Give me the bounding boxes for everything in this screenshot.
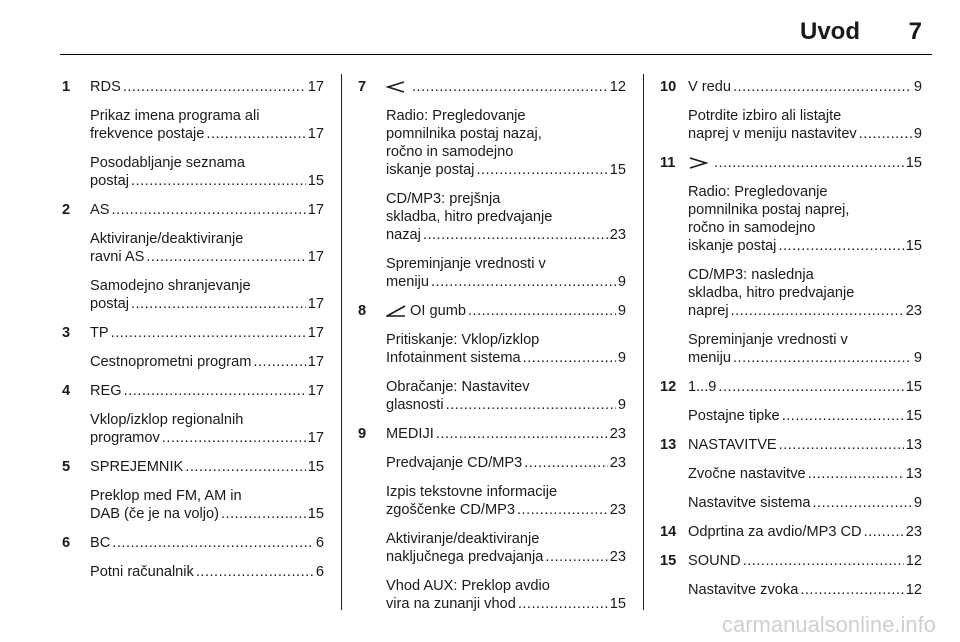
page-ref[interactable]: 9 <box>617 397 626 413</box>
entry-text: Aktiviranje/deaktiviranje <box>90 231 244 247</box>
page-ref[interactable]: 12 <box>905 582 922 598</box>
entry-text: RDS <box>90 79 121 95</box>
entry-line <box>386 302 626 320</box>
entry-text: pomnilnika postaj nazaj, <box>386 126 542 142</box>
index-entry <box>62 107 324 143</box>
entry-line <box>688 378 922 396</box>
index-entry <box>358 331 626 367</box>
page-ref[interactable]: 15 <box>307 506 324 522</box>
dot-leader <box>412 78 608 96</box>
entry-number: 13 <box>660 437 677 453</box>
index-entry <box>62 154 324 190</box>
index-entry <box>660 465 922 483</box>
entry-number: 2 <box>62 202 71 218</box>
entry-number: 9 <box>358 426 367 442</box>
dot-leader <box>446 396 616 414</box>
entry-line <box>90 563 324 581</box>
entry-text: Vklop/izklop regionalnih <box>90 412 244 428</box>
entry-label <box>688 407 780 425</box>
dot-leader <box>518 595 608 613</box>
entry-label <box>688 494 810 512</box>
entry-line <box>688 465 922 483</box>
page-ref[interactable]: 15 <box>609 162 626 178</box>
entry-label <box>386 548 543 566</box>
column-1 <box>62 78 324 592</box>
entry-label <box>90 505 219 523</box>
entry-number: 5 <box>62 459 71 475</box>
entry-line <box>90 248 324 266</box>
column-2 <box>358 78 626 624</box>
column-divider <box>341 74 342 610</box>
dot-leader <box>731 302 904 320</box>
entry-line <box>688 154 922 172</box>
entry-label <box>688 523 862 541</box>
entry-text: naprej <box>688 303 729 319</box>
entry-line <box>90 429 324 447</box>
entry-label <box>688 78 731 96</box>
entry-label <box>688 436 777 454</box>
page-ref[interactable]: 23 <box>609 455 626 471</box>
dot-leader <box>196 563 314 581</box>
dot-leader <box>111 201 305 219</box>
entry-text: Potrdite izbiro ali listajte <box>688 108 842 124</box>
index-entry <box>358 425 626 443</box>
dot-leader <box>778 237 903 255</box>
entry-text: Zvočne nastavitve <box>688 466 806 482</box>
dot-leader <box>714 154 904 172</box>
page-ref[interactable]: 15 <box>905 238 922 254</box>
entry-text: Preklop med FM, AM in <box>90 488 242 504</box>
entry-number: 1 <box>62 79 71 95</box>
index-entry <box>358 255 626 291</box>
dot-leader <box>476 161 607 179</box>
entry-label <box>386 454 522 472</box>
index-entry <box>358 454 626 472</box>
entry-line <box>90 125 324 143</box>
entry-text: Spreminjanje vrednosti v <box>386 256 546 272</box>
entry-text: OI gumb <box>410 303 466 319</box>
dot-leader <box>146 248 305 266</box>
index-entry <box>358 190 626 244</box>
dot-leader <box>800 581 903 599</box>
index-entry <box>62 324 324 342</box>
entry-text: Cestnoprometni program <box>90 354 252 370</box>
index-entry <box>62 382 324 400</box>
entry-label <box>90 458 183 476</box>
entry-line <box>90 353 324 371</box>
entry-label <box>90 382 122 400</box>
entry-line <box>90 505 324 523</box>
index-entry <box>660 523 922 541</box>
page-ref[interactable]: 13 <box>905 466 922 482</box>
page-ref[interactable]: 12 <box>609 79 626 95</box>
entry-text: glasnosti <box>386 397 444 413</box>
index-entry <box>660 436 922 454</box>
entry-line <box>90 324 324 342</box>
entry-line <box>688 78 922 96</box>
page-ref[interactable]: 15 <box>905 379 922 395</box>
entry-label <box>386 396 444 414</box>
entry-number: 8 <box>358 303 367 319</box>
entry-text: Radio: Pregledovanje <box>386 108 526 124</box>
page-ref[interactable]: 15 <box>905 408 922 424</box>
entry-label <box>90 324 109 342</box>
dot-leader <box>423 226 608 244</box>
entry-line <box>386 425 626 443</box>
entry-text: SOUND <box>688 553 741 569</box>
dot-leader <box>111 324 306 342</box>
entry-label <box>688 237 776 255</box>
entry-number: 15 <box>660 553 677 569</box>
entry-number: 14 <box>660 524 677 540</box>
dot-leader <box>468 302 616 320</box>
entry-text: Pritiskanje: Vklop/izklop <box>386 332 540 348</box>
page-ref[interactable]: 9 <box>913 126 922 142</box>
page-ref[interactable]: 17 <box>307 202 324 218</box>
dot-leader <box>517 501 608 519</box>
entry-line <box>386 454 626 472</box>
index-entry <box>62 78 324 96</box>
entry-line <box>386 226 626 244</box>
entry-label <box>688 581 798 599</box>
entry-text: TP <box>90 325 109 341</box>
index-entry <box>62 411 324 447</box>
entry-line <box>90 201 324 219</box>
entry-text: ročno in samodejno <box>386 144 514 160</box>
page-ref[interactable]: 17 <box>307 79 324 95</box>
page-ref[interactable]: 17 <box>307 430 324 446</box>
next-icon <box>688 155 712 171</box>
entry-number: 4 <box>62 383 71 399</box>
entry-number: 12 <box>660 379 677 395</box>
entry-line <box>688 581 922 599</box>
dot-leader <box>545 548 607 566</box>
dot-leader <box>864 523 904 541</box>
page-ref[interactable]: 9 <box>617 274 626 290</box>
index-entry <box>62 353 324 371</box>
entry-line <box>386 396 626 414</box>
entry-label <box>386 349 521 367</box>
dot-leader <box>779 436 904 454</box>
entry-number: 7 <box>358 79 367 95</box>
page-ref[interactable]: 23 <box>609 549 626 565</box>
index-entry <box>358 530 626 566</box>
entry-line <box>688 237 922 255</box>
entry-text: postaj <box>90 296 129 312</box>
entry-label <box>90 563 194 581</box>
index-entry <box>660 494 922 512</box>
entry-number: 10 <box>660 79 677 95</box>
page-ref[interactable]: 23 <box>609 502 626 518</box>
entry-text: CD/MP3: prejšnja <box>386 191 501 207</box>
index-entry <box>660 331 922 367</box>
entry-label <box>90 534 110 552</box>
volume-icon <box>386 303 410 319</box>
dot-leader <box>123 78 306 96</box>
entry-text: frekvence postaje <box>90 126 205 142</box>
index-entry <box>358 78 626 96</box>
entry-line <box>90 534 324 552</box>
entry-line <box>386 595 626 613</box>
page-ref[interactable]: 13 <box>905 437 922 453</box>
entry-label <box>688 125 857 143</box>
entry-line <box>386 161 626 179</box>
index-entry <box>358 107 626 179</box>
page-title: Uvod <box>800 18 860 45</box>
page-ref[interactable]: 15 <box>307 173 324 189</box>
entry-line <box>90 458 324 476</box>
entry-text: programov <box>90 430 160 446</box>
column-divider <box>643 74 644 610</box>
entry-line <box>386 501 626 519</box>
index-entry <box>660 552 922 570</box>
dot-leader <box>221 505 306 523</box>
entry-line <box>90 295 324 313</box>
entry-label <box>688 302 729 320</box>
entry-label <box>90 353 251 371</box>
dot-leader <box>808 465 904 483</box>
page-ref[interactable]: 6 <box>315 535 324 551</box>
entry-text: CD/MP3: naslednja <box>688 267 814 283</box>
page-ref[interactable]: 23 <box>905 303 922 319</box>
page-ref[interactable]: 23 <box>609 227 626 243</box>
entry-line <box>688 436 922 454</box>
dot-leader <box>162 429 306 447</box>
entry-text: nazaj <box>386 227 421 243</box>
index-entry <box>660 407 922 425</box>
entry-text: Samodejno shranjevanje <box>90 278 251 294</box>
page-ref[interactable]: 9 <box>617 303 626 319</box>
entry-text: iskanje postaj <box>386 162 475 178</box>
entry-text: zgoščenke CD/MP3 <box>386 502 515 518</box>
entry-line <box>688 302 922 320</box>
entry-text: Izpis tekstovne informacije <box>386 484 558 500</box>
entry-text: iskanje postaj <box>688 238 777 254</box>
entry-text: 1...9 <box>688 379 717 395</box>
dot-leader <box>131 172 306 190</box>
dot-leader <box>112 534 314 552</box>
entry-text: Posodabljanje seznama <box>90 155 245 171</box>
entry-text: ravni AS <box>90 249 145 265</box>
entry-text: pomnilnika postaj naprej, <box>688 202 850 218</box>
entry-label <box>688 154 712 172</box>
page-ref[interactable]: 9 <box>913 350 922 366</box>
entry-line <box>688 523 922 541</box>
dot-leader <box>812 494 911 512</box>
entry-label <box>90 201 109 219</box>
dot-leader <box>524 454 607 472</box>
watermark: carmanualsonline.info <box>721 612 936 637</box>
entry-label <box>688 349 731 367</box>
page-ref[interactable]: 9 <box>617 350 626 366</box>
index-entry <box>358 302 626 320</box>
entry-line <box>90 382 324 400</box>
entry-text: Potni računalnik <box>90 564 194 580</box>
index-entry <box>62 458 324 476</box>
index-entry <box>62 534 324 552</box>
entry-number: 11 <box>660 155 676 171</box>
entry-text: Vhod AUX: Preklop avdio <box>386 578 550 594</box>
entry-text: skladba, hitro predvajanje <box>688 285 855 301</box>
index-entry <box>660 378 922 396</box>
index-entry <box>62 277 324 313</box>
dot-leader <box>743 552 904 570</box>
entry-text: Nastavitve sistema <box>688 495 811 511</box>
entry-label <box>90 248 144 266</box>
entry-label <box>386 78 410 96</box>
dot-leader <box>859 125 912 143</box>
entry-label <box>90 429 160 447</box>
entry-line <box>688 125 922 143</box>
index-entry <box>358 378 626 414</box>
column-3 <box>660 78 922 610</box>
index-entry <box>660 183 922 255</box>
index-entry <box>62 487 324 523</box>
page-ref[interactable]: 17 <box>307 126 324 142</box>
page-ref[interactable]: 15 <box>905 155 922 171</box>
entry-text: Postajne tipke <box>688 408 780 424</box>
entry-label <box>386 226 421 244</box>
page-ref[interactable]: 9 <box>913 495 922 511</box>
entry-label <box>386 273 429 291</box>
entry-label <box>386 501 515 519</box>
entry-line <box>386 548 626 566</box>
entry-line <box>688 407 922 425</box>
entry-line <box>90 78 324 96</box>
entry-label <box>386 302 466 320</box>
entry-text: meniju <box>688 350 731 366</box>
entry-text: Predvajanje CD/MP3 <box>386 455 523 471</box>
page-ref[interactable]: 12 <box>905 553 922 569</box>
entry-text: postaj <box>90 173 129 189</box>
entry-line <box>386 349 626 367</box>
entry-text: Nastavitve zvoka <box>688 582 799 598</box>
entry-text: V redu <box>688 79 731 95</box>
page-ref[interactable]: 17 <box>307 249 324 265</box>
page-ref[interactable]: 15 <box>609 596 626 612</box>
page-ref[interactable]: 17 <box>307 354 324 370</box>
entry-text: Aktiviranje/deaktiviranje <box>386 531 540 547</box>
prev-icon <box>386 79 410 95</box>
dot-leader <box>718 378 903 396</box>
entry-text: BC <box>90 535 111 551</box>
entry-number: 6 <box>62 535 71 551</box>
entry-line <box>688 494 922 512</box>
page-ref[interactable]: 23 <box>905 524 922 540</box>
dot-leader <box>185 458 306 476</box>
entry-line <box>90 172 324 190</box>
index-entry <box>660 266 922 320</box>
page-ref[interactable]: 17 <box>307 325 324 341</box>
entry-number: 3 <box>62 325 71 341</box>
dot-leader <box>206 125 305 143</box>
page-header <box>60 14 932 55</box>
index-entry <box>62 230 324 266</box>
entry-line <box>386 273 626 291</box>
entry-text: NASTAVITVE <box>688 437 777 453</box>
entry-text: SPREJEMNIK <box>90 459 184 475</box>
dot-leader <box>124 382 306 400</box>
entry-text: REG <box>90 383 122 399</box>
entry-text: Spreminjanje vrednosti v <box>688 332 848 348</box>
entry-label <box>90 125 204 143</box>
entry-label <box>90 172 129 190</box>
index-entry <box>358 577 626 613</box>
entry-label <box>90 78 121 96</box>
entry-label <box>386 595 516 613</box>
entry-text: Infotainment sistema <box>386 350 521 366</box>
dot-leader <box>733 349 912 367</box>
dot-leader <box>131 295 306 313</box>
entry-text: vira na zunanji vhod <box>386 596 516 612</box>
page-ref[interactable]: 23 <box>609 426 626 442</box>
index-entry <box>62 563 324 581</box>
entry-label <box>688 378 716 396</box>
dot-leader <box>436 425 608 443</box>
index-entry <box>358 483 626 519</box>
entry-text: AS <box>90 202 110 218</box>
index-entry <box>660 107 922 143</box>
entry-line <box>386 78 626 96</box>
entry-text: Prikaz imena programa ali <box>90 108 260 124</box>
page-ref[interactable]: 6 <box>315 564 324 580</box>
entry-text: naprej v meniju nastavitev <box>688 126 857 142</box>
index-entry <box>62 201 324 219</box>
entry-label <box>688 552 741 570</box>
page-number: 7 <box>908 18 922 45</box>
dot-leader <box>431 273 616 291</box>
entry-text: MEDIJI <box>386 426 434 442</box>
page-ref[interactable]: 15 <box>307 459 324 475</box>
entry-label <box>386 161 474 179</box>
page-ref[interactable]: 17 <box>307 383 324 399</box>
entry-line <box>688 349 922 367</box>
dot-leader <box>253 353 305 371</box>
dot-leader <box>782 407 904 425</box>
entry-text: DAB (če je na voljo) <box>90 506 219 522</box>
index-entry <box>660 581 922 599</box>
page-ref[interactable]: 17 <box>307 296 324 312</box>
entry-label <box>386 425 434 443</box>
entry-text: Radio: Pregledovanje <box>688 184 828 200</box>
index-entry <box>660 154 922 172</box>
entry-line <box>688 552 922 570</box>
dot-leader <box>523 349 616 367</box>
entry-label <box>688 465 806 483</box>
page-ref[interactable]: 9 <box>913 79 922 95</box>
entry-label <box>90 295 129 313</box>
dot-leader <box>733 78 912 96</box>
entry-text: naključnega predvajanja <box>386 549 544 565</box>
entry-text: ročno in samodejno <box>688 220 816 236</box>
entry-text: Odprtina za avdio/MP3 CD <box>688 524 862 540</box>
entry-text: Obračanje: Nastavitev <box>386 379 530 395</box>
entry-text: meniju <box>386 274 429 290</box>
index-entry <box>660 78 922 96</box>
entry-text: skladba, hitro predvajanje <box>386 209 553 225</box>
